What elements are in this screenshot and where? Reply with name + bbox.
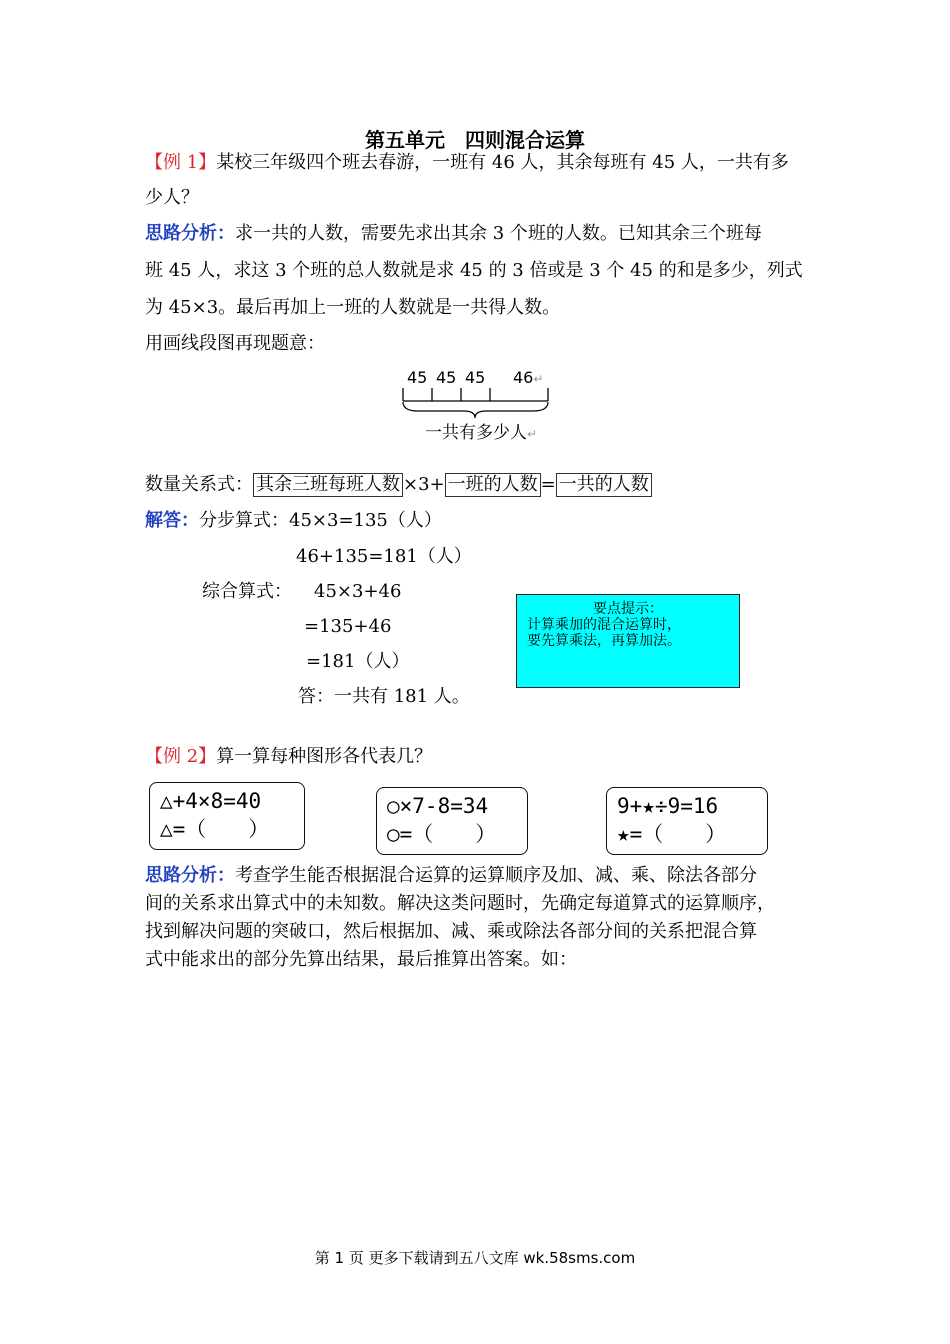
example2-analysis-line2: 间的关系求出算式中的未知数。解决这类问题时，先确定每道算式的运算顺序，: [145, 893, 775, 914]
example2-question-text: 算一算每种图形各代表几？: [216, 746, 433, 767]
step-2: 46+135=181（人）: [296, 546, 472, 567]
answer-label: 解答：: [145, 510, 199, 531]
relation-box-1: 其余三班每班人数: [253, 473, 403, 497]
segment-label-4: 46↵: [513, 368, 544, 387]
combined-formula: [202, 580, 401, 604]
page-title: [0, 124, 950, 153]
relation-box-3: 一共的人数: [556, 473, 652, 497]
diagram-intro: 用画线段图再现题意：: [145, 333, 325, 354]
equation-box-star: [606, 787, 768, 855]
equation-answer: △=（ ）: [160, 817, 270, 841]
tip-line-1: 计算乘加的混合运算时，: [527, 617, 681, 633]
title-topic: 四则混合运算: [465, 128, 585, 152]
analysis-label: 思路分析：: [145, 223, 235, 244]
analysis-line2: 班 45 人，求这 3 个班的总人数就是求 45 的 3 倍或是 3 个 45 的和是多少，列式: [145, 260, 803, 281]
relation-label: 数量关系式：: [145, 474, 253, 495]
combined-2: =135+46: [304, 616, 392, 637]
example1-question: [145, 151, 789, 175]
equation-line: △+4×8=40: [160, 789, 262, 813]
segment-label-3: 45: [465, 368, 486, 387]
title-unit: 第五单元: [365, 128, 445, 152]
relation-op-2: =: [540, 474, 556, 495]
tip-box: [516, 594, 740, 688]
total-brace: [403, 402, 548, 418]
total-label: 一共有多少人↵: [425, 423, 538, 443]
segment-label-1: 45: [407, 368, 428, 387]
analysis-line3: 为 45×3。最后再加上一班的人数就是一共得人数。: [145, 297, 561, 318]
example2-question: [145, 745, 432, 769]
segment-line-svg: [398, 385, 554, 419]
example1-analysis: [145, 222, 762, 246]
combined-label: 综合算式：: [202, 581, 292, 602]
example1-tag: 【例 1】: [145, 152, 217, 173]
equation-box-triangle: [149, 782, 305, 850]
equation-box-circle: [376, 787, 528, 855]
tip-heading: 要点提示：: [593, 601, 663, 617]
example2-analysis-line1: 考查学生能否根据混合运算的运算顺序及加、减、乘、除法各部分: [235, 865, 757, 886]
example1-question-line1: 某校三年级四个班去春游，一班有 46 人，其余每班有 45 人，一共有多: [216, 152, 789, 173]
relation-formula: [145, 473, 652, 497]
step-label: 分步算式：: [199, 510, 289, 531]
page-footer: 第 1 页 更多下载请到五八文库 wk.58sms.com: [314, 1249, 636, 1267]
tip-line-2: 要先算乘法，再算加法。: [527, 633, 681, 649]
equation-line: 9+★÷9=16: [617, 794, 719, 818]
step-1: 45×3=135（人）: [289, 510, 442, 531]
relation-box-2: 一班的人数: [445, 473, 541, 497]
equation-answer: ○=（ ）: [387, 822, 497, 846]
combined-1: 45×3+46: [314, 581, 402, 602]
example1-question-line2: 少人？: [145, 187, 199, 208]
final-answer: 答：一共有 181 人。: [298, 686, 470, 707]
example2-tag: 【例 2】: [145, 746, 217, 767]
equation-line: ○×7-8=34: [387, 794, 489, 818]
equation-answer: ★=（ ）: [617, 822, 727, 846]
example2-analysis: [145, 864, 757, 888]
example2-analysis-label: 思路分析：: [145, 865, 235, 886]
combined-3: =181（人）: [306, 651, 410, 672]
example2-analysis-line4: 式中能求出的部分先算出结果，最后推算出答案。如：: [145, 949, 577, 970]
analysis-line1: 求一共的人数，需要先求出其余 3 个班的人数。已知其余三个班每: [235, 223, 762, 244]
relation-op-1: ×3+: [403, 474, 445, 495]
example2-analysis-line3: 找到解决问题的突破口，然后根据加、减、乘或除法各部分间的关系把混合算: [145, 921, 757, 942]
answer-steps: [145, 509, 442, 533]
segment-label-2: 45: [436, 368, 457, 387]
